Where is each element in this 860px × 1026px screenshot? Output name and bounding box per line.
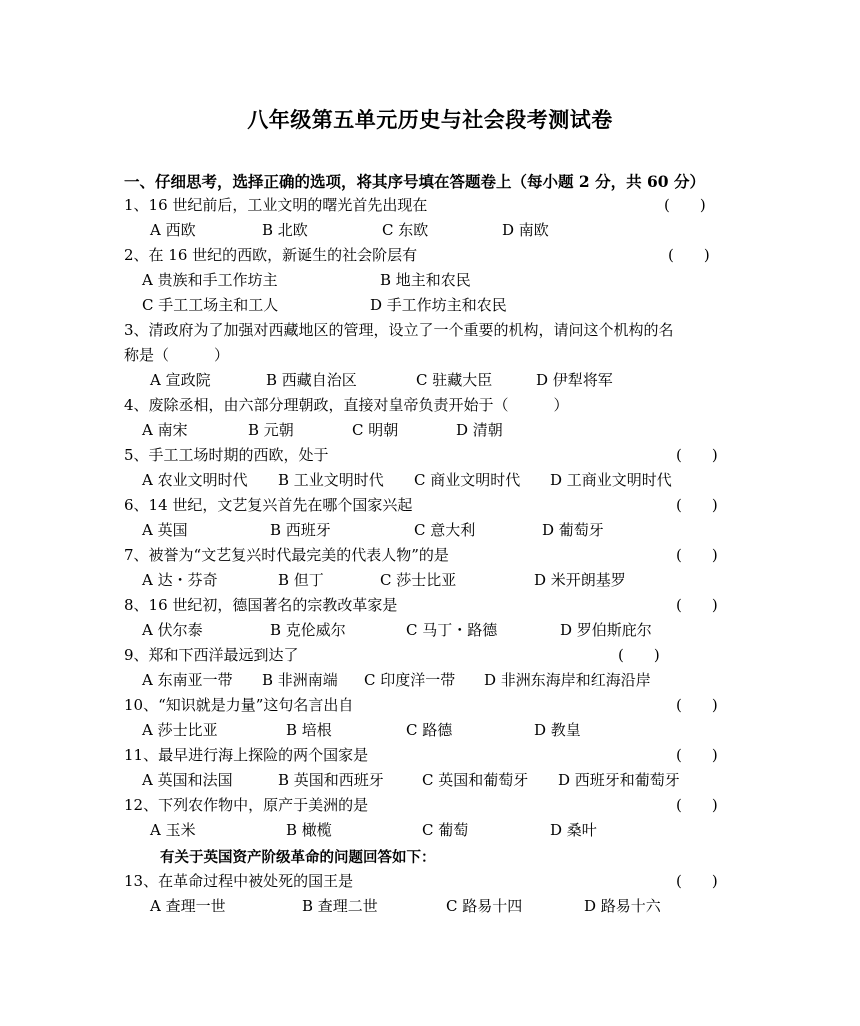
question-8: 8、16 世纪初，德国著名的宗教改革家是 — [124, 596, 398, 614]
q10-option-c: C 路德 — [406, 721, 453, 739]
q9-option-b: B 非洲南端 — [262, 671, 338, 689]
q11-option-b: B 英国和西班牙 — [278, 771, 384, 789]
question-3: 3、清政府为了加强对西藏地区的管理，设立了一个重要的机构，请问这个机构的名 — [124, 321, 674, 339]
q4-option-a: A 南宋 — [142, 421, 188, 439]
answer-bracket-5: ( ) — [676, 446, 718, 464]
q4-option-c: C 明朝 — [352, 421, 399, 439]
question-2: 2、在 16 世纪的西欧，新诞生的社会阶层有 — [124, 246, 418, 264]
q1-option-a: A 西欧 — [150, 221, 196, 239]
q2-option-c: C 手工工场主和工人 — [142, 296, 279, 314]
q11-option-a: A 英国和法国 — [142, 771, 233, 789]
question-12: 12、下列农作物中，原产于美洲的是 — [124, 796, 369, 814]
q7-option-a: A 达・芬奇 — [142, 571, 218, 589]
q7-option-d: D 米开朗基罗 — [534, 571, 626, 589]
q6-option-a: A 英国 — [142, 521, 188, 539]
question-9: 9、郑和下西洋最远到达了 — [124, 646, 299, 664]
q7-option-b: B 但丁 — [278, 571, 324, 589]
q2-option-d: D 手工作坊主和农民 — [370, 296, 507, 314]
question-11: 11、最早进行海上探险的两个国家是 — [124, 746, 369, 764]
q8-option-b: B 克伦威尔 — [270, 621, 346, 639]
page-title: 八年级第五单元历史与社会段考测试卷 — [247, 107, 613, 132]
q5-option-a: A 农业文明时代 — [142, 471, 248, 489]
q9-option-a: A 东南亚一带 — [142, 671, 233, 689]
q13-option-a: A 查理一世 — [150, 897, 226, 915]
question-1: 1、16 世纪前后，工业文明的曙光首先出现在 — [124, 196, 428, 214]
answer-bracket-9: ( ) — [618, 646, 660, 664]
q10-option-a: A 莎士比亚 — [142, 721, 218, 739]
answer-bracket-12: ( ) — [676, 796, 718, 814]
sub-heading: 有关于英国资产阶级革命的问题回答如下： — [160, 849, 436, 866]
answer-bracket-7: ( ) — [676, 546, 718, 564]
q4-option-b: B 元朝 — [248, 421, 294, 439]
answer-bracket-10: ( ) — [676, 696, 718, 714]
q8-option-a: A 伏尔泰 — [142, 621, 203, 639]
question-6: 6、14 世纪，文艺复兴首先在哪个国家兴起 — [124, 496, 413, 514]
q6-option-c: C 意大利 — [414, 521, 476, 539]
q6-option-b: B 西班牙 — [270, 521, 331, 539]
q8-option-d: D 罗伯斯庇尔 — [560, 621, 652, 639]
question-4: 4、废除丞相，由六部分理朝政，直接对皇帝负责开始于（ ） — [124, 396, 569, 414]
q5-option-b: B 工业文明时代 — [278, 471, 384, 489]
q1-option-d: D 南欧 — [502, 221, 549, 239]
answer-bracket-6: ( ) — [676, 496, 718, 514]
q12-option-b: B 橄榄 — [286, 821, 332, 839]
question-13: 13、在革命过程中被处死的国王是 — [124, 872, 354, 890]
q6-option-d: D 葡萄牙 — [542, 521, 604, 539]
q5-option-d: D 工商业文明时代 — [550, 471, 672, 489]
q12-option-c: C 葡萄 — [422, 821, 469, 839]
q13-option-d: D 路易十六 — [584, 897, 661, 915]
q13-option-c: C 路易十四 — [446, 897, 523, 915]
q5-option-c: C 商业文明时代 — [414, 471, 521, 489]
q8-option-c: C 马丁・路德 — [406, 621, 498, 639]
q10-option-d: D 教皇 — [534, 721, 581, 739]
q1-option-c: C 东欧 — [382, 221, 429, 239]
q1-option-b: B 北欧 — [262, 221, 308, 239]
answer-bracket-8: ( ) — [676, 596, 718, 614]
answer-bracket-1: ( ) — [664, 196, 706, 214]
question-10: 10、“知识就是力量”这句名言出自 — [124, 696, 354, 714]
answer-bracket-13: ( ) — [676, 872, 718, 890]
q7-option-c: C 莎士比亚 — [380, 571, 457, 589]
answer-bracket-11: ( ) — [676, 746, 718, 764]
q3-option-a: A 宣政院 — [150, 371, 211, 389]
q10-option-b: B 培根 — [286, 721, 332, 739]
q11-option-d: D 西班牙和葡萄牙 — [558, 771, 680, 789]
q3-option-b: B 西藏自治区 — [266, 371, 357, 389]
question-7: 7、被誉为“文艺复兴时代最完美的代表人物”的是 — [124, 546, 449, 564]
q11-option-c: C 英国和葡萄牙 — [422, 771, 529, 789]
q4-option-d: D 清朝 — [456, 421, 503, 439]
q12-option-a: A 玉米 — [150, 821, 196, 839]
q9-option-c: C 印度洋一带 — [364, 671, 456, 689]
section-heading: 一、仔细思考，选择正确的选项，将其序号填在答题卷上（每小题 2 分，共 60 分） — [124, 172, 705, 191]
q3-option-d: D 伊犁将军 — [536, 371, 613, 389]
question-5: 5、手工工场时期的西欧，处于 — [124, 446, 329, 464]
q3-option-c: C 驻藏大臣 — [416, 371, 493, 389]
q2-option-b: B 地主和农民 — [380, 271, 471, 289]
q12-option-d: D 桑叶 — [550, 821, 597, 839]
q13-option-b: B 查理二世 — [302, 897, 378, 915]
q9-option-d: D 非洲东海岸和红海沿岸 — [484, 671, 651, 689]
q2-option-a: A 贵族和手工作坊主 — [142, 271, 278, 289]
answer-bracket-2: ( ) — [668, 246, 710, 264]
question-3-cont: 称是（ ） — [124, 346, 230, 364]
